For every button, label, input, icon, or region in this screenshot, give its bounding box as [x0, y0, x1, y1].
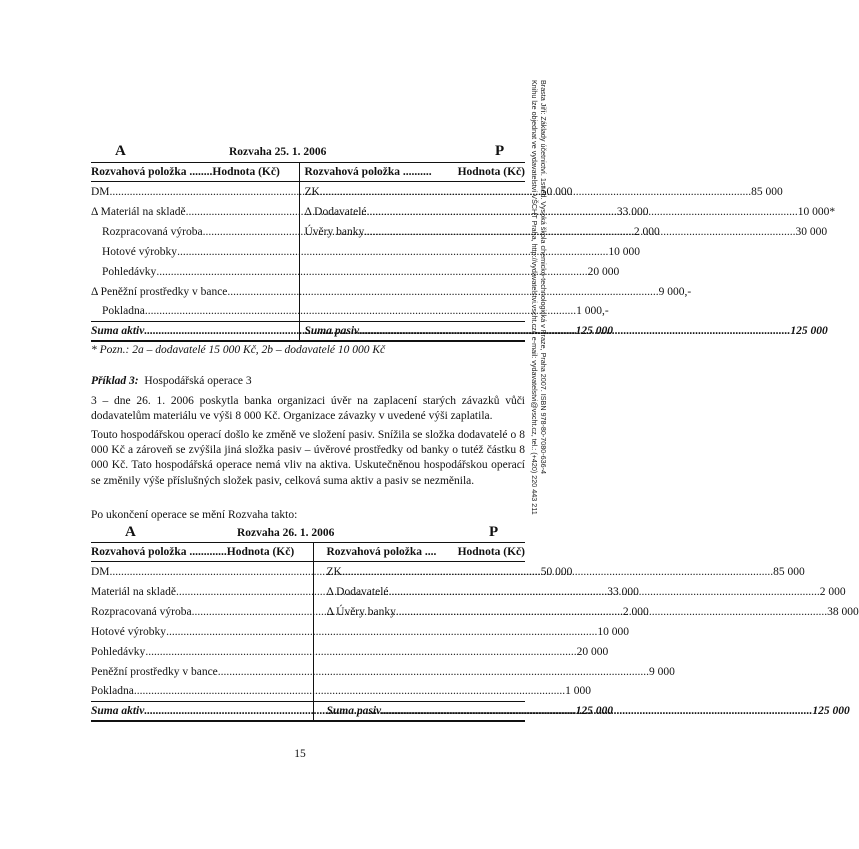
table-row: [91, 282, 525, 302]
sum-liabilities-label: Suma pasiv: [326, 704, 382, 717]
asset-item-value: 33 000: [607, 585, 639, 598]
paragraph-explanation: Touto hospodářskou operací došlo ke změně ve složení pasiv. Snížila se složka dodavatelé o 8 000 Kč a zároveň se zvýšila jiná složka pasiv – úvěrové prostředky od banky o tutéž částku 8 000 Kč. Tato hospodářská operace nemá vliv na aktiva. Uskutečněnou hospodářskou operací se změnily výše příslušných složek pasiv, celková suma aktiv a pasiv se nezměnila.: [91, 429, 525, 487]
asset-item-label: DM: [91, 565, 110, 578]
table-row: [91, 262, 525, 282]
asset-item-value: 2 000: [633, 225, 660, 238]
example-title: Hospodářská operace 3: [144, 375, 252, 387]
sum-liabilities-value: 125 000: [790, 324, 828, 337]
dot-leader: [381, 705, 812, 717]
dot-leader: [218, 666, 649, 678]
table-row: [91, 202, 525, 222]
example-heading: [91, 375, 252, 387]
table-row: [91, 602, 525, 622]
liability-item-label: ZK: [326, 565, 342, 578]
balance1-assets-marker: A: [115, 143, 126, 159]
asset-item-label: Peněžní prostředky v bance: [91, 665, 218, 678]
balance2-header-right-value: Hodnota (Kč): [457, 546, 525, 558]
asset-item-value: 1 000,-: [576, 305, 609, 318]
asset-item-label: Rozpracovaná výroba: [102, 225, 203, 238]
dot-leader: [145, 646, 576, 658]
asset-item-value: 33 000: [616, 205, 649, 218]
dot-leader: [177, 246, 608, 258]
dot-leader: [227, 286, 658, 298]
dot-leader: [145, 305, 576, 317]
liability-item-value: 85 000: [773, 565, 805, 578]
table-row: [91, 302, 525, 322]
asset-item-label: Hotové výrobky: [91, 625, 167, 638]
liability-item-value: 85 000: [751, 185, 783, 198]
table-row: [91, 642, 525, 662]
footnote: * Pozn.: 2a – dodavatelé 15 000 Kč, 2b – dodavatelé 10 000 Kč: [91, 344, 386, 356]
side-citation-line1: Brasta Jiří: Základy účetnictví. 1st ed. Vysoká škola chemicko-technologická v Praze, Praha 2007. ISBN 978-80-7080-636-4: [539, 80, 548, 475]
table-row: [91, 622, 525, 642]
balance1-header-left-label: Rozvahová položka ........: [91, 166, 213, 178]
asset-item-label: DM: [91, 185, 110, 198]
page-number: 15: [294, 748, 306, 760]
sum-assets-label: Suma aktiv: [91, 704, 145, 717]
balance1-header-right-label: Rozvahová položka ..........: [304, 166, 432, 178]
liability-item-value: 38 000: [827, 605, 859, 618]
asset-item-label: Pohledávky: [102, 265, 157, 278]
sum-row: [91, 322, 525, 341]
liability-item-label: ZK: [304, 185, 320, 198]
dot-leader: [166, 626, 597, 638]
balance2-assets-marker: A: [125, 524, 136, 540]
balance1-table: [91, 162, 836, 342]
balance1-header-left-value: Hodnota (Kč): [212, 166, 280, 178]
dot-leader: [364, 226, 795, 238]
asset-item-label: Materiál na skladě: [91, 585, 176, 598]
asset-item-label: Hotové výrobky: [102, 245, 178, 258]
asset-item-label: Pokladna: [91, 685, 134, 698]
sum-liabilities-value: 125 000: [812, 704, 850, 717]
example-label: Příklad 3:: [91, 375, 139, 387]
dot-leader: [359, 325, 790, 337]
liability-item-label: Δ Úvěry banky: [326, 605, 396, 618]
paragraph-operation: 3 – dne 26. 1. 2006 poskytla banka organizaci úvěr na zaplacení starých závazků vůči dodavatelům materiálu ve výši 8 000 Kč. Organizace závazky v uvedené výši zaplatila.: [91, 395, 525, 423]
asset-item-value: 50 000: [540, 185, 573, 198]
balance1-liabilities-marker: P: [495, 143, 505, 159]
asset-item-label: Δ Peněžní prostředky v bance: [91, 285, 228, 298]
asset-item-label: Δ Materiál na skladě: [91, 205, 186, 218]
table-row: [91, 182, 525, 202]
asset-item-value: 1 000: [565, 685, 591, 698]
asset-item-value: 10 000: [597, 625, 629, 638]
table-row: [91, 562, 525, 582]
asset-item-label: Pohledávky: [91, 645, 146, 658]
dot-leader: [396, 606, 827, 618]
table-row: [91, 682, 525, 702]
table-row: [91, 242, 525, 262]
side-citation-line2: Knihu lze objednat ve vydavatelství VŠCHT Praha, http://vydavatelstvi.vscht.cz/, e-mail: vydavatelstvi@vscht.cz, tel.: (+420) 220 443 211: [530, 80, 539, 515]
dot-leader: [389, 586, 820, 598]
asset-item-value: 10 000: [608, 245, 640, 258]
balance2-title: Rozvaha 26. 1. 2006: [237, 527, 335, 539]
paragraph-intro: Po ukončení operace se mění Rozvaha takto:: [91, 509, 298, 521]
asset-item-value: 2 000: [622, 605, 649, 618]
dot-leader: [320, 186, 751, 198]
asset-item-value: 9 000,-: [658, 285, 692, 298]
sum-row: [91, 702, 525, 721]
balance2-table: [91, 542, 859, 722]
table-row: [91, 662, 525, 682]
balance2-liabilities-marker: P: [489, 524, 499, 540]
side-citation: [530, 80, 548, 560]
liability-item-label: Δ Dodavatelé: [326, 585, 389, 598]
liability-item-value: 10 000*: [797, 205, 836, 218]
sum-assets-label: Suma aktiv: [91, 324, 145, 337]
dot-leader: [342, 566, 773, 578]
table-row: [91, 222, 525, 242]
asset-item-value: 20 000: [587, 265, 620, 278]
liability-item-value: 2 000: [819, 585, 846, 598]
liability-item-label: Úvěry banky: [304, 225, 365, 238]
balance2-header-right-label: Rozvahová položka ....: [326, 546, 437, 558]
dot-leader: [367, 206, 798, 218]
balance1-header-right-value: Hodnota (Kč): [457, 166, 525, 178]
table-row: [91, 582, 525, 602]
asset-item-label: Pokladna: [102, 305, 145, 318]
asset-item-value: 20 000: [576, 645, 609, 658]
sum-assets-value: 125 000: [575, 324, 613, 337]
liability-item-label: Δ Dodavatelé: [304, 205, 367, 218]
asset-item-value: 50 000: [540, 565, 573, 578]
balance2-header-left-value: Hodnota (Kč): [226, 546, 295, 558]
liability-item-value: 30 000: [795, 225, 828, 238]
sum-liabilities-label: Suma pasiv: [304, 324, 360, 337]
dot-leader: [134, 685, 565, 697]
dot-leader: [156, 266, 587, 278]
balance2-header-left-label: Rozvahová položka .............: [91, 546, 227, 558]
asset-item-label: Rozpracovaná výroba: [91, 605, 192, 618]
balance1-title: Rozvaha 25. 1. 2006: [229, 146, 327, 158]
sum-assets-value: 125 000: [575, 704, 613, 717]
asset-item-value: 9 000: [649, 665, 675, 678]
